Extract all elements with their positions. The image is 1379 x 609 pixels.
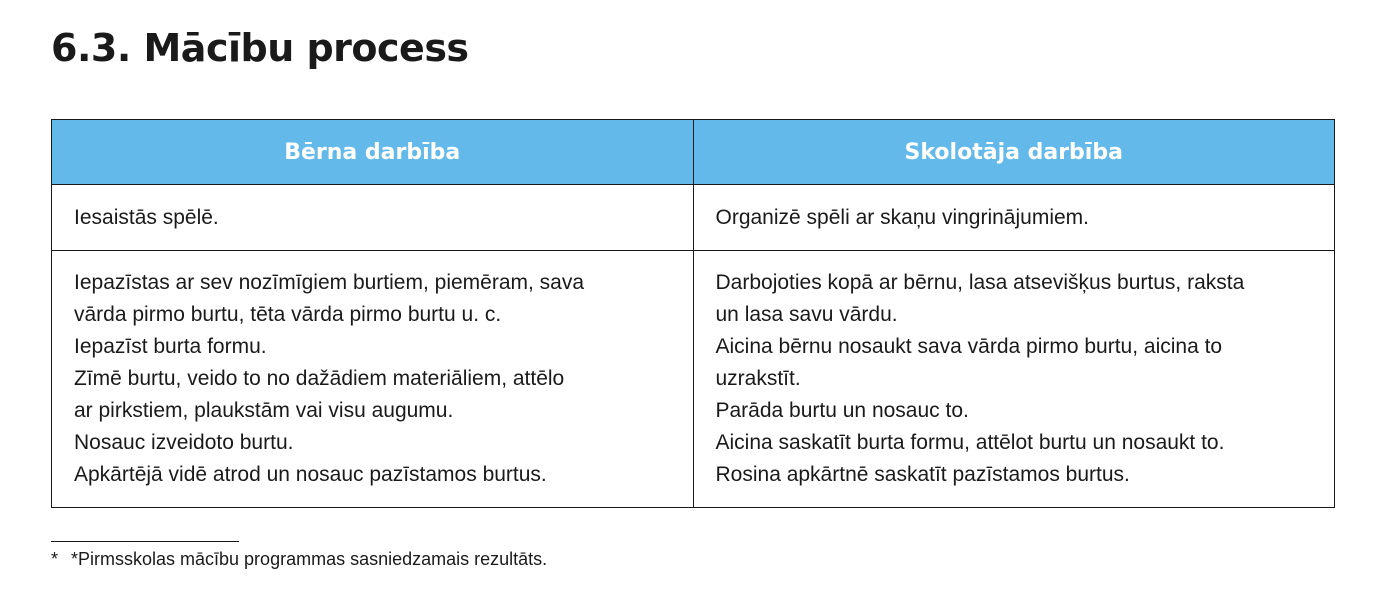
cell-text: Zīmē burtu, veido to no dažādiem materiāliem, attēlo: [74, 367, 565, 390]
table-header-row: [52, 120, 1335, 185]
cell-text: Iepazīstas ar sev nozīmīgiem burtiem, piemēram, sava: [74, 271, 585, 294]
footnote-marker: *: [51, 549, 59, 569]
cell-text: uzrakstīt.: [715, 367, 801, 390]
column-header-child-activity: Bērna darbība: [52, 120, 694, 185]
cell-text: ar pirkstiem, plaukstām vai visu augumu.: [74, 399, 454, 422]
column-header-teacher-activity: Skolotāja darbība: [693, 120, 1335, 185]
cell-text: Iesaistās spēlē.: [74, 205, 219, 229]
cell-text: vārda pirmo burtu, tēta vārda pirmo burtu u. c.: [74, 303, 502, 326]
cell-text: Nosauc izveidoto burtu.: [74, 431, 294, 454]
cell-text: Darbojoties kopā ar bērnu, lasa atsevišķus burtus, raksta: [715, 271, 1245, 294]
page-title: 6.3. Mācību process: [51, 26, 469, 70]
cell-text: Rosina apkārtnē saskatīt pazīstamos burtus.: [715, 463, 1130, 486]
footnote: [51, 547, 547, 571]
cell-text: un lasa savu vārdu.: [715, 303, 898, 326]
footnote-divider: [51, 541, 239, 542]
cell-text: Parāda burtu un nosauc to.: [715, 399, 969, 422]
learning-process-table: [51, 119, 1335, 508]
cell-text: Aicina saskatīt burta formu, attēlot burtu un nosaukt to.: [715, 431, 1225, 454]
cell-text: Iepazīst burta formu.: [74, 335, 267, 358]
cell-text: Apkārtējā vidē atrod un nosauc pazīstamos burtus.: [74, 463, 547, 486]
cell-text: Aicina bērnu nosaukt sava vārda pirmo burtu, aicina to: [715, 335, 1223, 358]
teacher-activity-cell: [693, 251, 1335, 508]
footnote-text: *Pirmsskolas mācību programmas sasniedzamais rezultāts.: [71, 549, 548, 569]
teacher-activity-cell: [693, 185, 1335, 251]
child-activity-cell: [52, 251, 694, 508]
table-row: [52, 185, 1335, 251]
child-activity-cell: [52, 185, 694, 251]
cell-text: Organizē spēli ar skaņu vingrinājumiem.: [715, 205, 1089, 229]
table-row: [52, 251, 1335, 508]
